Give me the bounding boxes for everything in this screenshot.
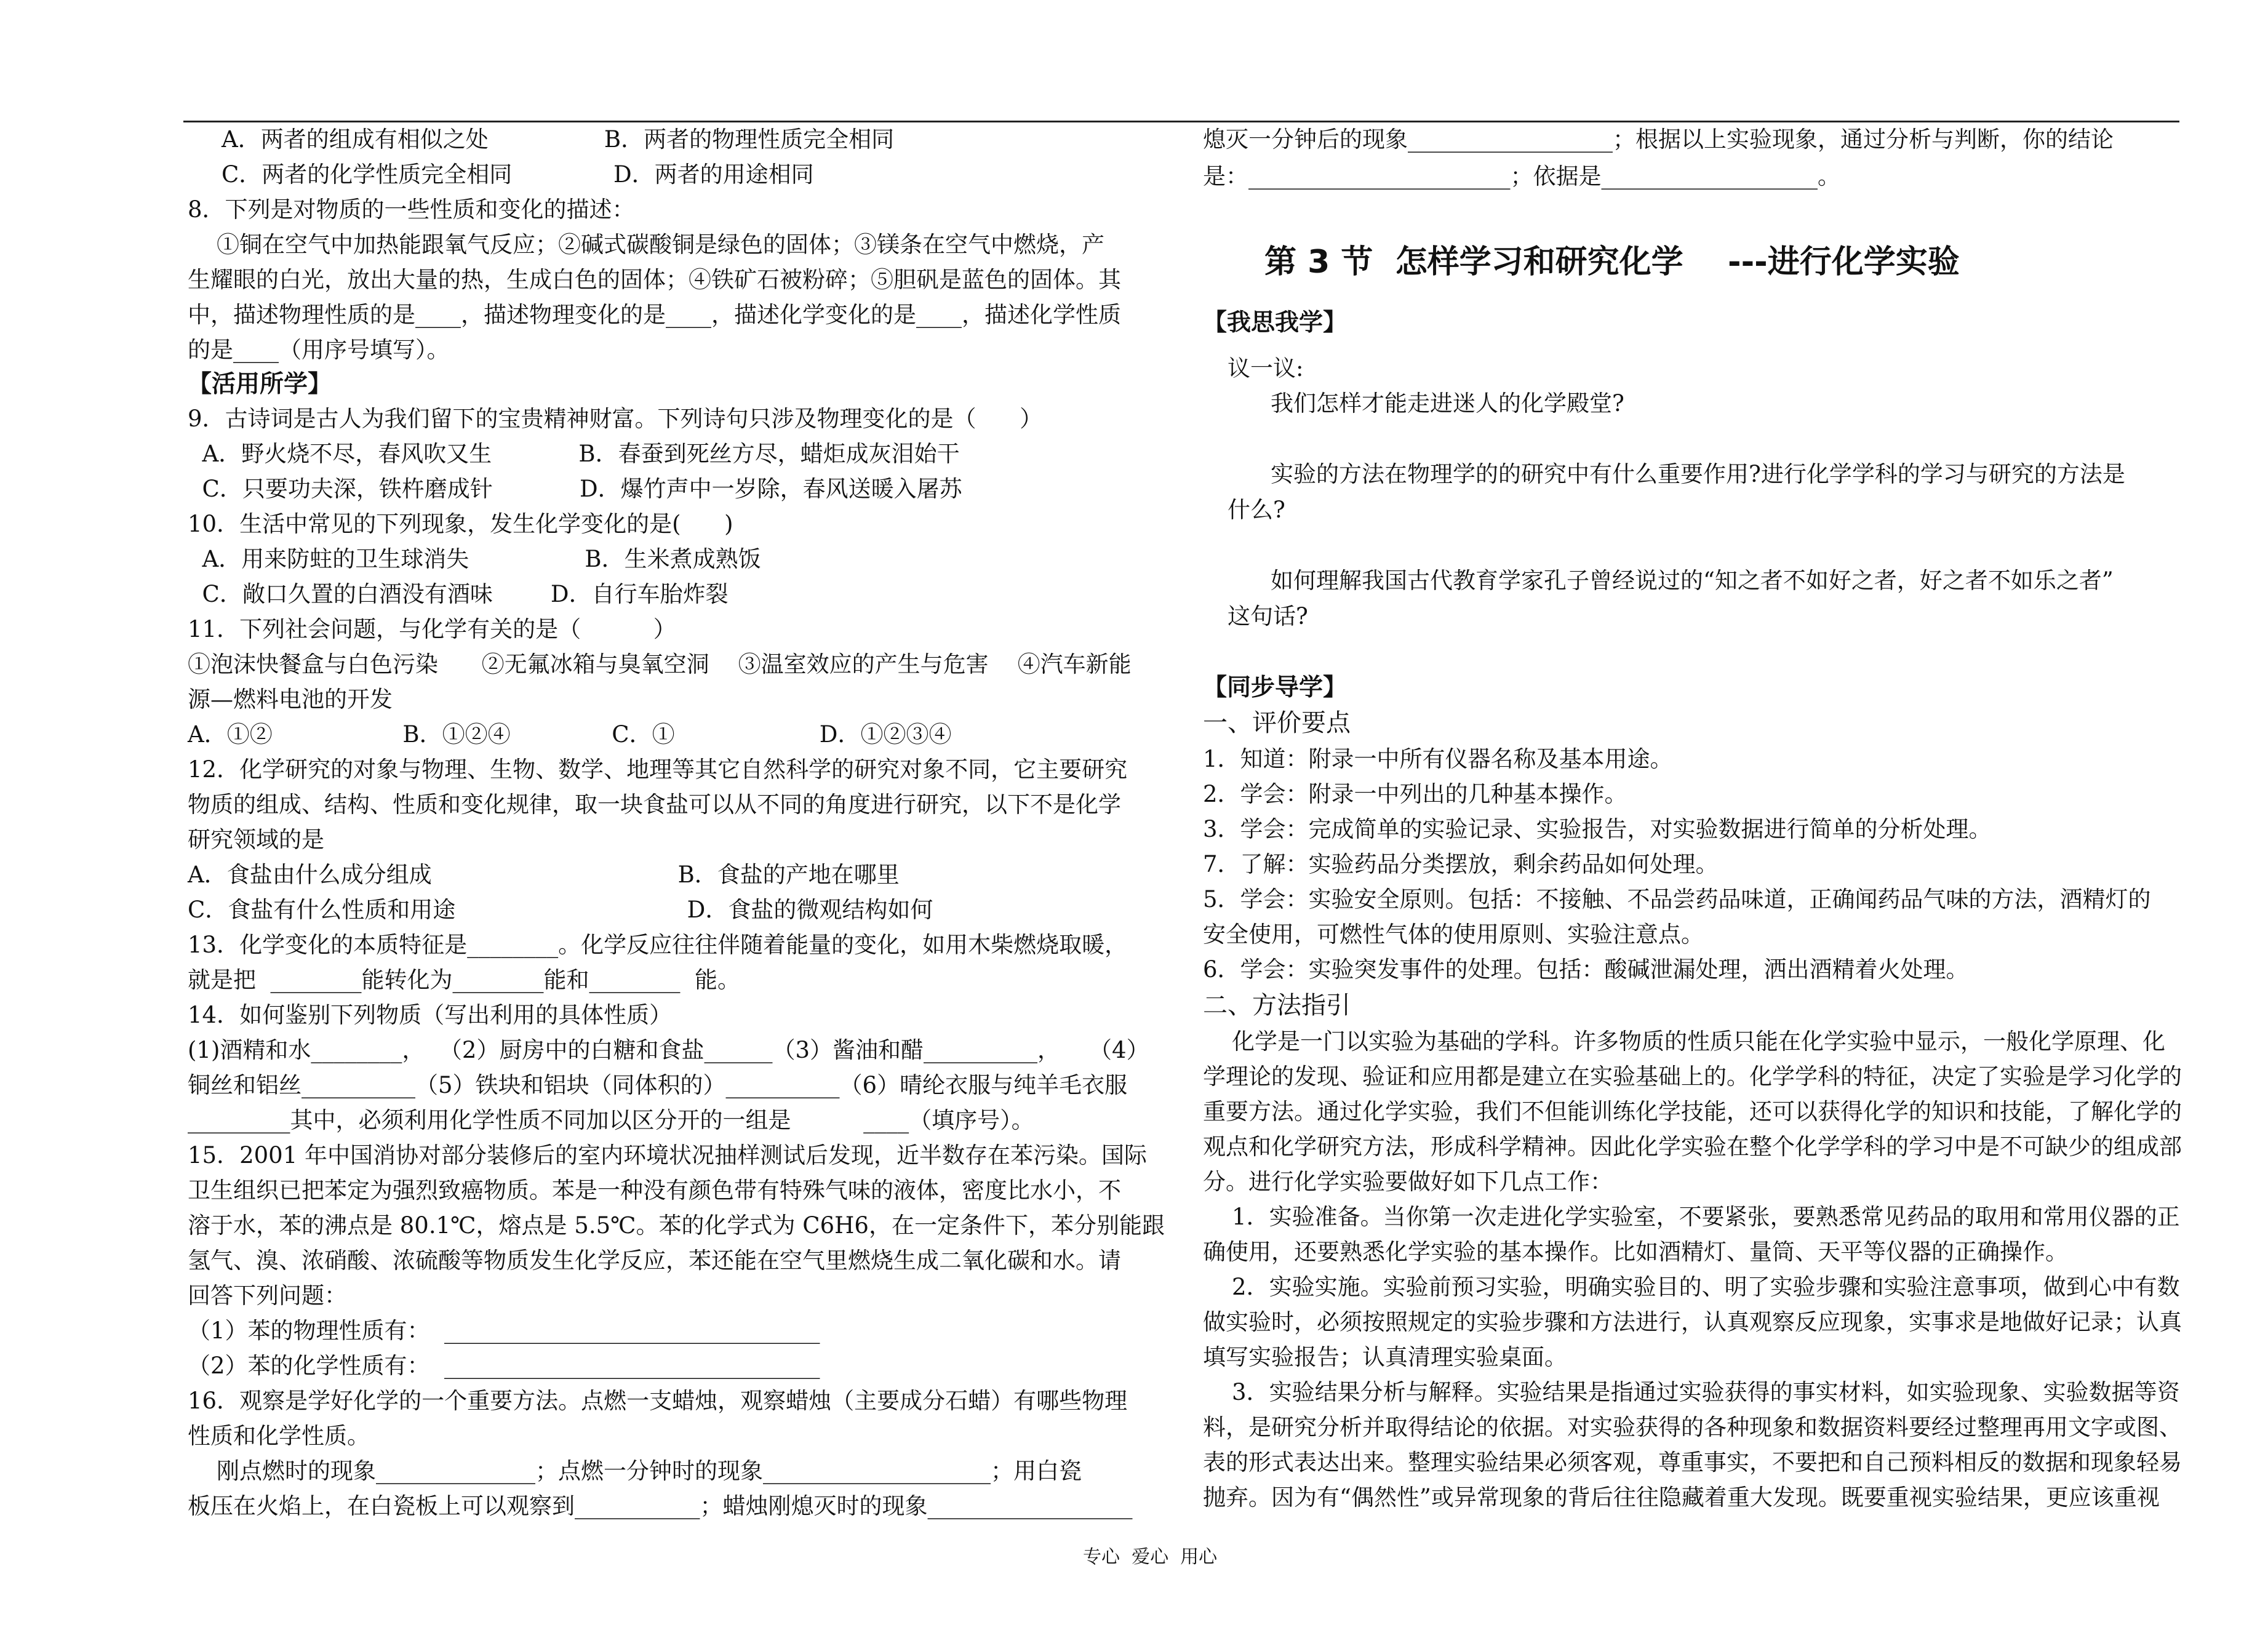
question-10: 10．生活中常见的下列现象，发生化学变化的是( ) <box>188 511 733 537</box>
discuss-label: 议一议: <box>1228 355 1304 382</box>
list-item: 安全使用，可燃性气体的使用原则、实验注意点。 <box>1203 921 1704 948</box>
text-line: A．①② B．①②④ C．① D．①②③④ <box>188 721 952 748</box>
text-line: 生耀眼的白光，放出大量的热，生成白色的固体；④铁矿石被粉碎；⑤胆矾是蓝色的固体。其 <box>188 266 1121 293</box>
question-line: 我们怎样才能走进迷人的化学殿堂? <box>1271 390 1624 417</box>
text-line: C．食盐有什么性质和用途 D．食盐的微观结构如何 <box>188 897 933 923</box>
text-line: 物质的组成、结构、性质和变化规律，取一块食盐可以从不同的角度进行研究，以下不是化学 <box>188 791 1121 818</box>
text-line: 就是把 ________能转化为________能和________ 能。 <box>188 967 741 993</box>
header-rule <box>183 121 2179 122</box>
text-line: 源—燃料电池的开发 <box>188 686 393 713</box>
section-heading-apply: 【活用所学】 <box>188 370 332 398</box>
question-line: 实验的方法在物理学的的研究中有什么重要作用?进行化学学科的学习与研究的方法是 <box>1271 461 2125 487</box>
list-item: 6．学会：实验突发事件的处理。包括：酸碱泄漏处理，洒出酒精着火处理。 <box>1203 956 1969 983</box>
paragraph-line: 3．实验结果分析与解释。实验结果是指通过实验获得的事实材料，如实验现象、实验数据等资 <box>1203 1379 2180 1405</box>
text-line: ①铜在空气中加热能跟氧气反应；②碱式碳酸铜是绿色的固体；③镁条在空气中燃烧，产 <box>188 231 1105 258</box>
text-line: 研究领域的是 <box>188 826 324 853</box>
paragraph-line: 做实验时，必须按照规定的实验步骤和方法进行，认真观察反应现象，实事求是地做好记录；认真 <box>1203 1309 2182 1335</box>
question-line: 如何理解我国古代教育学家孔子曾经说过的“知之者不如好之者，好之者不如乐之者” <box>1271 567 2114 594</box>
paragraph-line: 化学是一门以实验为基础的学科。许多物质的性质只能在化学实验中显示，一般化学原理、化 <box>1203 1028 2166 1055</box>
text-line: A．两者的组成有相似之处 B．两者的物理性质完全相同 <box>222 126 895 153</box>
heading-think: 【我思我学】 <box>1203 309 1348 337</box>
list-item: 1．知道：附录一中所有仪器名称及基本用途。 <box>1203 746 1673 772</box>
question-13: 13．化学变化的本质特征是________。化学反应往往伴随着能量的变化，如用木柴燃烧取暖， <box>188 932 1128 958</box>
text-line: 性质和化学性质。 <box>188 1423 370 1449</box>
text-line: A．用来防蛀的卫生球消失 B．生米煮成熟饭 <box>188 546 761 572</box>
text-line: (1)酒精和水________， （2）厨房中的白糖和食盐______（3）酱油和醋__________， （4） <box>188 1037 1149 1063</box>
text-line: C．只要功夫深，铁杵磨成针 D．爆竹声中一岁除，春风送暖入屠苏 <box>188 476 962 502</box>
paragraph-line: 2．实验实施。实验前预习实验，明确实验目的、明了实验步骤和实验注意事项，做到心中有数 <box>1203 1274 2180 1300</box>
text-line: 卫生组织已把苯定为强烈致癌物质。苯是一种没有颜色带有特殊气味的液体，密度比水小，不 <box>188 1177 1121 1204</box>
subheading-eval: 一、评价要点 <box>1203 709 1351 737</box>
question-15: 15．2001 年中国消协对部分装修后的室内环境状况抽样测试后发现，近半数存在苯污染。国际 <box>188 1142 1148 1169</box>
text-line: _________其中，必须利用化学性质不同加以区分开的一组是 ____（填序号）。 <box>188 1107 1034 1133</box>
paragraph-line: 重要方法。通过化学实验，我们不但能训练化学技能，还可以获得化学的知识和技能，了解化学的 <box>1203 1098 2182 1125</box>
text-line: （1）苯的物理性质有： _________________________________ <box>188 1317 820 1344</box>
text-line: 铜丝和铝丝__________（5）铁块和铝块（同体积的）__________（6）晴纶衣服与纯羊毛衣服 <box>188 1072 1128 1098</box>
text-line: 溶于水，苯的沸点是 80.1℃，熔点是 5.5℃。苯的化学式为 C6H6，在一定条件下，苯分别能跟 <box>188 1212 1165 1239</box>
list-item: 7．了解：实验药品分类摆放，剩余药品如何处理。 <box>1203 851 1719 877</box>
question-8: 8．下列是对物质的一些性质和变化的描述： <box>188 196 635 223</box>
paragraph-line: 确使用，还要熟悉化学实验的基本操作。比如酒精灯、量筒、天平等仪器的正确操作。 <box>1203 1239 2068 1265</box>
text-line: 熄灭一分钟后的现象__________________；根据以上实验现象，通过分析与判断，你的结论 <box>1203 126 2114 153</box>
paragraph-line: 料，是研究分析并取得结论的依据。对实验获得的各种现象和数据资料要经过整理再用文字或图、 <box>1203 1414 2182 1440</box>
paragraph-line: 表的形式表达出来。整理实验结果必须客观，尊重事实，不要把和自己预料相反的数据和现象轻易 <box>1203 1449 2182 1476</box>
paragraph-line: 填写实验报告；认真清理实验桌面。 <box>1203 1344 1567 1370</box>
paragraph-line: 分。进行化学实验要做好如下几点工作： <box>1203 1169 1613 1195</box>
text-line: 氢气、溴、浓硝酸、浓硫酸等物质发生化学反应，苯还能在空气里燃烧生成二氧化碳和水。请 <box>188 1247 1121 1274</box>
text-line: C．敞口久置的白酒没有酒味 D．自行车胎炸裂 <box>188 581 729 607</box>
question-16: 16．观察是学好化学的一个重要方法。点燃一支蜡烛，观察蜡烛（主要成分石蜡）有哪些物理 <box>188 1388 1128 1414</box>
text-line: （2）苯的化学性质有： _________________________________ <box>188 1352 820 1379</box>
section-title: 第 3 节 怎样学习和研究化学 ---进行化学实验 <box>1264 244 1960 281</box>
paragraph-line: 抛弃。因为有“偶然性”或异常现象的背后往往隐藏着重大发现。既要重视实验结果，更应该重视 <box>1203 1484 2160 1511</box>
text-line: 中，描述物理性质的是____，描述物理变化的是____，描述化学变化的是____，描述化学性质 <box>188 302 1121 328</box>
text-line: A．野火烧不尽，春风吹又生 B．春蚕到死丝方尽，蜡炬成灰泪始干 <box>188 441 960 467</box>
text-line: A．食盐由什么成分组成 B．食盐的产地在哪里 <box>188 861 900 888</box>
text-line: 刚点燃时的现象______________；点燃一分钟时的现象____________________；用白瓷 <box>188 1458 1082 1484</box>
heading-sync: 【同步导学】 <box>1203 674 1348 701</box>
paragraph-line: 1．实验准备。当你第一次走进化学实验室，不要紧张，要熟悉常见药品的取用和常用仪器的正 <box>1203 1204 2180 1230</box>
page-footer: 专心 爱心 用心 <box>1083 1546 1218 1568</box>
question-12: 12．化学研究的对象与物理、生物、数学、地理等其它自然科学的研究对象不同，它主要研究 <box>188 756 1128 783</box>
text-line: 的是____（用序号填写）。 <box>188 337 450 363</box>
text-line: ①泡沫快餐盒与白色污染 ②无氟冰箱与臭氧空洞 ③温室效应的产生与危害 ④汽车新能 <box>188 651 1132 677</box>
question-line: 这句话? <box>1228 603 1308 629</box>
paragraph-line: 观点和化学研究方法，形成科学精神。因此化学实验在整个化学学科的学习中是不可缺少的组成部 <box>1203 1133 2182 1160</box>
text-line: 是：_______________________；依据是___________________。 <box>1203 163 1840 190</box>
subheading-method: 二、方法指引 <box>1203 991 1351 1020</box>
text-line: C．两者的化学性质完全相同 D．两者的用途相同 <box>222 161 814 188</box>
question-9: 9．古诗词是古人为我们留下的宝贵精神财富。下列诗句只涉及物理变化的是（ ） <box>188 406 1043 432</box>
question-line: 什么? <box>1228 497 1285 523</box>
list-item: 3．学会：完成简单的实验记录、实验报告，对实验数据进行简单的分析处理。 <box>1203 816 1992 842</box>
paragraph-line: 学理论的发现、验证和应用都是建立在实验基础上的。化学学科的特征，决定了实验是学习化学的 <box>1203 1063 2182 1090</box>
text-line: 回答下列问题： <box>188 1282 347 1309</box>
text-line: 板压在火焰上，在白瓷板上可以观察到___________；蜡烛刚熄灭时的现象__________________ <box>188 1493 1133 1519</box>
list-item: 5．学会：实验安全原则。包括：不接触、不品尝药品味道，正确闻药品气味的方法，酒精灯的 <box>1203 886 2151 913</box>
question-11: 11．下列社会问题，与化学有关的是（ ） <box>188 616 676 642</box>
list-item: 2．学会：附录一中列出的几种基本操作。 <box>1203 781 1627 807</box>
question-14: 14．如何鉴别下列物质（写出利用的具体性质） <box>188 1002 673 1028</box>
